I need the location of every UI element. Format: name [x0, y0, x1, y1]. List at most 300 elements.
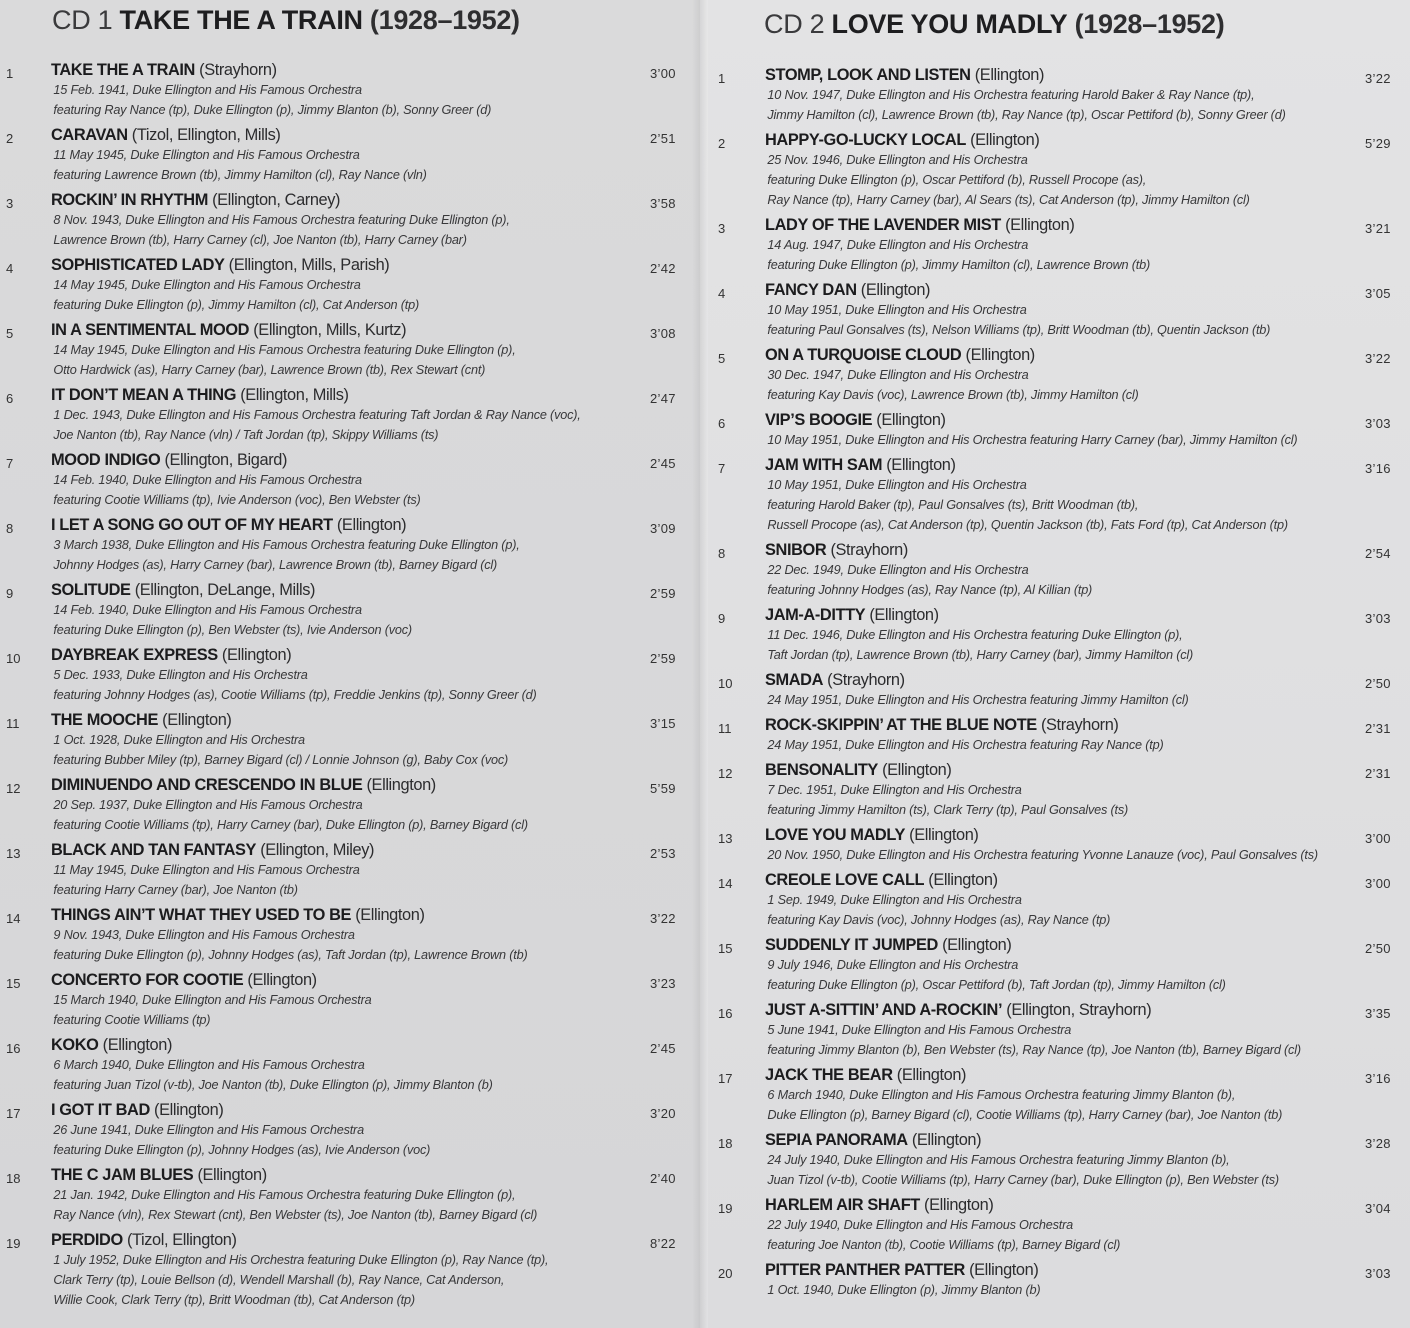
track-title: KOKO [51, 1036, 99, 1054]
track-number: 16 [6, 1041, 21, 1056]
track-composer: (Ellington) [965, 346, 1035, 364]
track-composer: (Ellington) [197, 1166, 267, 1184]
track-title: SEPIA PANORAMA [765, 1131, 908, 1149]
track-heading [51, 125, 646, 145]
track-duration: 3’22 [650, 911, 676, 926]
track-duration: 3’15 [650, 716, 676, 731]
track-body [51, 125, 651, 185]
track-duration: 2’40 [650, 1171, 676, 1186]
track-title: THINGS AIN’T WHAT THEY USED TO BE [51, 906, 352, 924]
track-detail-line: featuring Paul Gonsalves (ts), Nelson Williams (tp), Britt Woodman (tb), Quentin Jackson (tb) [767, 322, 1271, 337]
track-composer: (Ellington) [247, 971, 317, 989]
track-composer: (Ellington) [860, 281, 931, 299]
track-body [51, 1100, 651, 1160]
track-composer: (Ellington) [221, 646, 292, 664]
track-composer: (Ellington) [336, 516, 407, 534]
track-title: VIP’S BOOGIE [765, 411, 873, 429]
track-detail-line: featuring Jimmy Blanton (b), Ben Webster (ts), Ray Nance (tp), Joe Nanton (tb), Barney Bigard (cl) [767, 1042, 1301, 1057]
track-title: DIMINUENDO AND CRESCENDO IN BLUE [51, 776, 363, 794]
track-detail-line: Ray Nance (tp), Harry Carney (bar), Al Sears (ts), Cat Anderson (tp), Jimmy Hamilton (cl) [767, 192, 1250, 207]
track-title: MOOD INDIGO [51, 451, 161, 469]
track-body [51, 515, 651, 575]
track-detail-line: Willie Cook, Clark Terry (tp), Britt Woodman (tb), Cat Anderson (tp) [53, 1292, 415, 1307]
track-detail-line: featuring Juan Tizol (v-tb), Joe Nanton (tb), Duke Ellington (p), Jimmy Blanton (b) [53, 1077, 493, 1092]
track-number: 11 [718, 721, 732, 736]
cd1-years: (1928–1952) [369, 5, 520, 35]
track-title: I LET A SONG GO OUT OF MY HEART [51, 516, 333, 534]
track-body [765, 605, 1365, 665]
track-detail-line: featuring Duke Ellington (p), Ben Webster (ts), Ivie Anderson (voc) [53, 622, 412, 637]
track-body [51, 580, 651, 640]
track-duration: 2’42 [650, 261, 676, 276]
track-body [51, 1230, 651, 1310]
track-heading [51, 1100, 646, 1120]
track-title: DAYBREAK EXPRESS [51, 646, 218, 664]
track-detail-line: featuring Jimmy Hamilton (ts), Clark Terry (tp), Paul Gonsalves (ts) [767, 802, 1129, 817]
track-duration: 8’22 [650, 1236, 676, 1251]
track-composer: (Ellington) [869, 606, 939, 624]
track-title: HARLEM AIR SHAFT [765, 1196, 920, 1214]
track-composer: (Ellington, Mills) [240, 386, 349, 404]
track-body [765, 935, 1365, 995]
track-heading [51, 970, 646, 990]
track-body [51, 970, 651, 1030]
track-heading [765, 870, 1360, 890]
track-duration: 3’00 [1365, 831, 1391, 846]
track-body [51, 60, 651, 120]
track-number: 9 [6, 586, 14, 601]
track-composer: (Ellington) [911, 1131, 982, 1149]
track-number: 2 [718, 136, 726, 151]
track-duration: 3’22 [1365, 71, 1391, 86]
track-duration: 3’28 [1365, 1136, 1391, 1151]
track-number: 1 [6, 66, 14, 81]
track-composer: (Ellington, Strayhorn) [1006, 1001, 1152, 1019]
track-detail-line: 6 March 1940, Duke Ellington and His Famous Orchestra [53, 1057, 365, 1072]
track-composer: (Ellington) [154, 1101, 224, 1119]
track-duration: 2’50 [1365, 676, 1391, 691]
track-body [51, 645, 651, 705]
track-title: SUDDENLY IT JUMPED [765, 936, 938, 954]
track-composer: (Strayhorn) [827, 671, 905, 689]
track-title: I GOT IT BAD [51, 1101, 150, 1119]
track-detail-line: 14 Aug. 1947, Duke Ellington and His Orchestra [767, 237, 1029, 252]
track-body [51, 710, 651, 770]
track-heading [51, 60, 646, 80]
track-detail-line: featuring Harold Baker (tp), Paul Gonsalves (ts), Britt Woodman (tb), [767, 497, 1139, 512]
track-detail-line: 24 July 1940, Duke Ellington and His Famous Orchestra featuring Jimmy Blanton (b), [767, 1152, 1230, 1167]
track-number: 10 [718, 676, 733, 691]
track-detail-line: Joe Nanton (tb), Ray Nance (vln) / Taft Jordan (tp), Skippy Williams (ts) [53, 427, 439, 442]
track-number: 10 [6, 651, 21, 666]
track-duration: 3’03 [1365, 611, 1391, 626]
track-heading [765, 280, 1360, 300]
track-body [51, 1035, 651, 1095]
track-body [51, 775, 651, 835]
track-duration: 2’51 [650, 131, 676, 146]
track-detail-line: featuring Duke Ellington (p), Oscar Pettiford (b), Taft Jordan (tp), Jimmy Hamilton (cl) [767, 977, 1226, 992]
track-duration: 3’00 [1365, 876, 1391, 891]
track-number: 12 [718, 766, 733, 781]
track-title: FANCY DAN [765, 281, 857, 299]
track-body [765, 215, 1365, 275]
track-number: 14 [6, 911, 21, 926]
track-body [765, 870, 1365, 930]
track-composer: (Ellington) [162, 711, 232, 729]
track-number: 9 [718, 611, 726, 626]
track-detail-line: 11 May 1945, Duke Ellington and His Famous Orchestra [53, 862, 360, 877]
track-heading [765, 65, 1360, 85]
track-duration: 2’31 [1365, 721, 1391, 736]
track-composer: (Ellington) [942, 936, 1012, 954]
track-body [765, 1000, 1365, 1060]
track-number: 7 [718, 461, 726, 476]
track-heading [765, 215, 1360, 235]
track-detail-line: featuring Duke Ellington (p), Oscar Pettiford (b), Russell Procope (as), [767, 172, 1147, 187]
track-duration: 3’00 [650, 66, 676, 81]
track-detail-line: 25 Nov. 1946, Duke Ellington and His Orchestra [767, 152, 1028, 167]
track-title: IT DON’T MEAN A THING [51, 386, 237, 404]
track-detail-line: 5 Dec. 1933, Duke Ellington and His Orchestra [53, 667, 308, 682]
track-title: JAM WITH SAM [765, 456, 883, 474]
track-detail-line: Jimmy Hamilton (cl), Lawrence Brown (tb), Ray Nance (tp), Oscar Pettiford (b), Sonny Greer (d) [767, 107, 1286, 122]
track-heading [765, 825, 1360, 845]
track-detail-line: 11 May 1945, Duke Ellington and His Famous Orchestra [53, 147, 360, 162]
track-body [765, 715, 1365, 755]
track-body [765, 1260, 1365, 1300]
track-composer: (Ellington) [970, 131, 1040, 149]
track-heading [765, 935, 1360, 955]
track-detail-line: Taft Jordan (tp), Lawrence Brown (tb), Harry Carney (bar), Jimmy Hamilton (cl) [767, 647, 1194, 662]
track-body [51, 190, 651, 250]
track-body [51, 905, 651, 965]
track-composer: (Ellington, Mills, Kurtz) [253, 321, 407, 339]
track-number: 3 [6, 196, 14, 211]
track-detail-line: featuring Duke Ellington (p), Jimmy Hamilton (cl), Cat Anderson (tp) [53, 297, 419, 312]
track-heading [51, 645, 646, 665]
track-detail-line: 24 May 1951, Duke Ellington and His Orchestra featuring Jimmy Hamilton (cl) [767, 692, 1189, 707]
track-duration: 3’03 [1365, 1266, 1391, 1281]
track-body [765, 825, 1365, 865]
cd2-page [700, 0, 1410, 1328]
track-number: 8 [6, 521, 14, 536]
track-duration: 2’45 [650, 456, 676, 471]
track-heading [51, 190, 646, 210]
track-duration: 3’58 [650, 196, 676, 211]
track-detail-line: 10 May 1951, Duke Ellington and His Orchestra [767, 477, 1027, 492]
track-detail-line: featuring Harry Carney (bar), Joe Nanton (tb) [53, 882, 298, 897]
track-title: PITTER PANTHER PATTER [765, 1261, 965, 1279]
track-body [765, 670, 1365, 710]
track-duration: 2’31 [1365, 766, 1391, 781]
track-detail-line: 22 Dec. 1949, Duke Ellington and His Orchestra [767, 562, 1029, 577]
track-body [51, 385, 651, 445]
track-body [765, 1195, 1365, 1255]
track-number: 12 [6, 781, 21, 796]
track-body [51, 255, 651, 315]
track-title: STOMP, LOOK AND LISTEN [765, 66, 971, 84]
track-heading [51, 515, 646, 535]
track-duration: 3’16 [1365, 1071, 1391, 1086]
track-composer: (Ellington) [974, 66, 1045, 84]
track-detail-line: featuring Duke Ellington (p), Jimmy Hamilton (cl), Lawrence Brown (tb) [767, 257, 1151, 272]
track-title: THE C JAM BLUES [51, 1166, 194, 1184]
track-detail-line: Ray Nance (vln), Rex Stewart (cnt), Ben Webster (ts), Joe Nanton (tb), Barney Bigard (cl) [53, 1207, 538, 1222]
track-detail-line: 9 July 1946, Duke Ellington and His Orchestra [767, 957, 1019, 972]
track-heading [51, 255, 646, 275]
track-detail-line: 11 Dec. 1946, Duke Ellington and His Orchestra featuring Duke Ellington (p), [767, 627, 1183, 642]
track-detail-line: 10 May 1951, Duke Ellington and His Orchestra featuring Harry Carney (bar), Jimmy Hamilton (cl) [767, 432, 1298, 447]
track-detail-line: 10 Nov. 1947, Duke Ellington and His Orchestra featuring Harold Baker & Ray Nance (tp), [767, 87, 1255, 102]
track-heading [765, 715, 1360, 735]
track-composer: (Ellington) [886, 456, 956, 474]
track-body [51, 1165, 651, 1225]
track-duration: 3’16 [1365, 461, 1391, 476]
track-detail-line: Otto Hardwick (as), Harry Carney (bar), Lawrence Brown (tb), Rex Stewart (cnt) [53, 362, 486, 377]
cd2-years: (1928–1952) [1074, 9, 1225, 39]
track-number: 4 [718, 286, 726, 301]
track-detail-line: 14 May 1945, Duke Ellington and His Famous Orchestra featuring Duke Ellington (p), [53, 342, 516, 357]
track-detail-line: 14 May 1945, Duke Ellington and His Famous Orchestra [53, 277, 361, 292]
track-detail-line: featuring Lawrence Brown (tb), Jimmy Hamilton (cl), Ray Nance (vln) [53, 167, 427, 182]
track-detail-line: 14 Feb. 1940, Duke Ellington and His Famous Orchestra [53, 472, 362, 487]
track-detail-line: 26 June 1941, Duke Ellington and His Famous Orchestra [53, 1122, 364, 1137]
track-body [51, 450, 651, 510]
track-title: SNIBOR [765, 541, 827, 559]
track-heading [765, 605, 1360, 625]
track-heading [765, 670, 1360, 690]
track-title: CONCERTO FOR COOTIE [51, 971, 244, 989]
track-body [765, 280, 1365, 340]
track-detail-line: 30 Dec. 1947, Duke Ellington and His Orchestra [767, 367, 1029, 382]
track-number: 3 [718, 221, 726, 236]
track-duration: 2’50 [1365, 941, 1391, 956]
track-title: ROCK-SKIPPIN’ AT THE BLUE NOTE [765, 716, 1037, 734]
cd1-page [0, 0, 700, 1328]
track-title: JACK THE BEAR [765, 1066, 893, 1084]
track-composer: (Tizol, Ellington) [126, 1231, 237, 1249]
track-heading [51, 1230, 646, 1250]
booklet-fold [692, 0, 708, 1328]
track-detail-line: Duke Ellington (p), Barney Bigard (cl), Cootie Williams (tp), Harry Carney (bar), Joe Nanton (tb) [767, 1107, 1283, 1122]
track-number: 7 [6, 456, 14, 471]
track-duration: 3’04 [1365, 1201, 1391, 1216]
track-title: SMADA [765, 671, 824, 689]
track-heading [765, 540, 1360, 560]
track-duration: 3’22 [1365, 351, 1391, 366]
track-number: 18 [718, 1136, 733, 1151]
track-composer: (Strayhorn) [830, 541, 908, 559]
track-number: 13 [6, 846, 21, 861]
track-detail-line: featuring Cootie Williams (tp), Harry Carney (bar), Duke Ellington (p), Barney Bigard (cl) [53, 817, 528, 832]
track-title: ROCKIN’ IN RHYTHM [51, 191, 208, 209]
track-number: 5 [6, 326, 14, 341]
track-heading [765, 1065, 1360, 1085]
track-composer: (Ellington, Mills, Parish) [228, 256, 390, 274]
track-duration: 3’09 [650, 521, 676, 536]
track-composer: (Ellington) [102, 1036, 173, 1054]
cd1-name: TAKE THE A TRAIN [119, 5, 363, 35]
track-detail-line: featuring Johnny Hodges (as), Ray Nance (tp), Al Killian (tp) [767, 582, 1093, 597]
track-composer: (Ellington) [882, 761, 952, 779]
track-body [765, 1130, 1365, 1190]
track-detail-line: 9 Nov. 1943, Duke Ellington and His Famous Orchestra [53, 927, 355, 942]
track-number: 20 [718, 1266, 733, 1281]
track-number: 6 [6, 391, 14, 406]
track-number: 18 [6, 1171, 21, 1186]
track-composer: (Ellington) [928, 871, 998, 889]
track-number: 1 [718, 71, 726, 86]
track-detail-line: featuring Kay Davis (voc), Lawrence Brown (tb), Jimmy Hamilton (cl) [767, 387, 1139, 402]
track-heading [51, 385, 646, 405]
track-detail-line: 8 Nov. 1943, Duke Ellington and His Famous Orchestra featuring Duke Ellington (p), [53, 212, 510, 227]
track-title: BLACK AND TAN FANTASY [51, 841, 257, 859]
track-detail-line: featuring Duke Ellington (p), Johnny Hodges (as), Ivie Anderson (voc) [53, 1142, 431, 1157]
track-composer: (Ellington) [355, 906, 425, 924]
track-duration: 5’29 [1365, 136, 1391, 151]
track-detail-line: Russell Procope (as), Cat Anderson (tp), Quentin Jackson (tb), Fats Ford (tp), Cat Anderson (tp) [767, 517, 1288, 532]
track-detail-line: 24 May 1951, Duke Ellington and His Orchestra featuring Ray Nance (tp) [767, 737, 1164, 752]
track-title: BENSONALITY [765, 761, 878, 779]
track-duration: 2’59 [650, 651, 676, 666]
track-heading [51, 320, 646, 340]
track-body [765, 410, 1365, 450]
track-number: 17 [6, 1106, 21, 1121]
cd2-name: LOVE YOU MADLY [831, 9, 1068, 39]
track-title: SOPHISTICATED LADY [51, 256, 225, 274]
track-body [765, 345, 1365, 405]
track-detail-line: featuring Kay Davis (voc), Johnny Hodges (as), Ray Nance (tp) [767, 912, 1111, 927]
track-heading [51, 1165, 646, 1185]
track-number: 17 [718, 1071, 733, 1086]
track-detail-line: featuring Bubber Miley (tp), Barney Bigard (cl) / Lonnie Johnson (g), Baby Cox (voc) [53, 752, 509, 767]
track-duration: 3’23 [650, 976, 676, 991]
track-heading [765, 1000, 1360, 1020]
track-heading [765, 1130, 1360, 1150]
track-composer: (Ellington) [366, 776, 436, 794]
track-detail-line: featuring Cootie Williams (tp) [53, 1012, 211, 1027]
track-composer: (Ellington) [969, 1261, 1039, 1279]
track-heading [51, 840, 646, 860]
track-detail-line: 15 Feb. 1941, Duke Ellington and His Famous Orchestra [53, 82, 362, 97]
track-heading [51, 450, 646, 470]
track-title: JUST A-SITTIN’ AND A-ROCKIN’ [765, 1001, 1003, 1019]
track-detail-line: 22 July 1940, Duke Ellington and His Famous Orchestra [767, 1217, 1073, 1232]
track-detail-line: Clark Terry (tp), Louie Bellson (d), Wendell Marshall (b), Ray Nance, Cat Anderson, [53, 1272, 505, 1287]
track-number: 13 [718, 831, 733, 846]
track-body [51, 840, 651, 900]
track-detail-line: 14 Feb. 1940, Duke Ellington and His Famous Orchestra [53, 602, 362, 617]
track-heading [765, 410, 1360, 430]
track-number: 16 [718, 1006, 733, 1021]
track-heading [51, 580, 646, 600]
track-title: JAM-A-DITTY [765, 606, 866, 624]
track-detail-line: featuring Joe Nanton (tb), Cootie Williams (tp), Barney Bigard (cl) [767, 1237, 1121, 1252]
track-detail-line: 1 Oct. 1928, Duke Ellington and His Orchestra [53, 732, 305, 747]
track-detail-line: featuring Duke Ellington (p), Johnny Hodges (as), Taft Jordan (tp), Lawrence Brown (tb) [53, 947, 528, 962]
track-detail-line: featuring Cootie Williams (tp), Ivie Anderson (voc), Ben Webster (ts) [53, 492, 421, 507]
track-composer: (Ellington) [896, 1066, 967, 1084]
track-detail-line: 7 Dec. 1951, Duke Ellington and His Orchestra [767, 782, 1022, 797]
track-number: 4 [6, 261, 14, 276]
track-detail-line: Johnny Hodges (as), Harry Carney (bar), Lawrence Brown (tb), Barney Bigard (cl) [53, 557, 498, 572]
track-title: THE MOOCHE [51, 711, 158, 729]
track-number: 19 [6, 1236, 21, 1251]
track-duration: 2’59 [650, 586, 676, 601]
track-title: SOLITUDE [51, 581, 131, 599]
track-title: CARAVAN [51, 126, 128, 144]
track-title: PERDIDO [51, 1231, 123, 1249]
track-detail-line: 3 March 1938, Duke Ellington and His Famous Orchestra featuring Duke Ellington (p), [53, 537, 520, 552]
track-composer: (Strayhorn) [199, 61, 277, 79]
track-heading [51, 1035, 646, 1055]
track-detail-line: 20 Nov. 1950, Duke Ellington and His Orchestra featuring Yvonne Lanauze (voc), Paul Gonsalves (ts) [767, 847, 1318, 862]
track-heading [765, 760, 1360, 780]
track-detail-line: 5 June 1941, Duke Ellington and His Famous Orchestra [767, 1022, 1072, 1037]
track-detail-line: Lawrence Brown (tb), Harry Carney (cl), Joe Nanton (tb), Harry Carney (bar) [53, 232, 467, 247]
track-duration: 3’20 [650, 1106, 676, 1121]
track-title: LADY OF THE LAVENDER MIST [765, 216, 1001, 234]
track-composer: (Ellington, DeLange, Mills) [134, 581, 316, 599]
track-duration: 3’08 [650, 326, 676, 341]
track-duration: 2’45 [650, 1041, 676, 1056]
track-number: 5 [718, 351, 726, 366]
track-number: 8 [718, 546, 726, 561]
track-heading [765, 455, 1360, 475]
track-number: 14 [718, 876, 733, 891]
track-heading [51, 775, 646, 795]
track-heading [51, 905, 646, 925]
track-duration: 3’21 [1365, 221, 1391, 236]
track-number: 6 [718, 416, 726, 431]
track-detail-line: 1 Sep. 1949, Duke Ellington and His Orchestra [767, 892, 1022, 907]
track-detail-line: 1 Dec. 1943, Duke Ellington and His Famous Orchestra featuring Taft Jordan & Ray Nance (voc), [53, 407, 581, 422]
track-duration: 3’03 [1365, 416, 1391, 431]
track-detail-line: 15 March 1940, Duke Ellington and His Famous Orchestra [53, 992, 372, 1007]
track-composer: (Strayhorn) [1040, 716, 1119, 734]
track-number: 11 [6, 716, 20, 731]
track-body [51, 320, 651, 380]
track-detail-line: featuring Ray Nance (tp), Duke Ellington (p), Jimmy Blanton (b), Sonny Greer (d) [53, 102, 492, 117]
track-title: LOVE YOU MADLY [765, 826, 905, 844]
track-duration: 5’59 [650, 781, 676, 796]
track-detail-line: 10 May 1951, Duke Ellington and His Orchestra [767, 302, 1027, 317]
track-body [765, 760, 1365, 820]
track-heading [765, 130, 1360, 150]
track-composer: (Ellington) [876, 411, 946, 429]
track-body [765, 455, 1365, 535]
track-title: TAKE THE A TRAIN [51, 61, 195, 79]
track-duration: 3’35 [1365, 1006, 1391, 1021]
track-detail-line: 1 Oct. 1940, Duke Ellington (p), Jimmy Blanton (b) [767, 1282, 1041, 1297]
track-composer: (Ellington, Bigard) [164, 451, 288, 469]
track-number: 15 [6, 976, 21, 991]
track-title: HAPPY-GO-LUCKY LOCAL [765, 131, 966, 149]
track-title: IN A SENTIMENTAL MOOD [51, 321, 250, 339]
track-duration: 2’53 [650, 846, 676, 861]
track-composer: (Ellington, Miley) [260, 841, 375, 859]
cd2-label: CD 2 [764, 9, 825, 39]
track-heading [765, 345, 1360, 365]
track-duration: 2’54 [1365, 546, 1391, 561]
track-duration: 2’47 [650, 391, 676, 406]
track-detail-line: featuring Johnny Hodges (as), Cootie Williams (tp), Freddie Jenkins (tp), Sonny Greer (d) [53, 687, 537, 702]
track-detail-line: 21 Jan. 1942, Duke Ellington and His Famous Orchestra featuring Duke Ellington (p), [53, 1187, 516, 1202]
track-heading [765, 1260, 1360, 1280]
track-composer: (Tizol, Ellington, Mills) [131, 126, 281, 144]
cd1-heading [52, 2, 520, 38]
track-composer: (Ellington, Carney) [212, 191, 341, 209]
